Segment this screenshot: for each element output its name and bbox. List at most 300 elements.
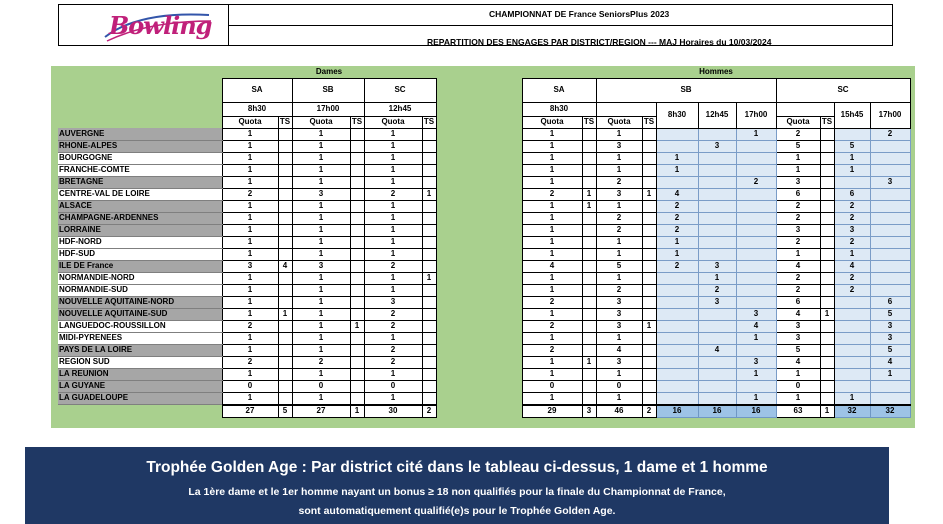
value-cell: 4 [776,308,820,320]
value-cell [642,392,656,405]
value-cell: 1 [698,272,736,284]
district-name: ALSACE [58,200,222,212]
value-cell: 1 [736,128,776,140]
value-cell [736,284,776,296]
value-cell [642,272,656,284]
value-cell: 5 [834,140,870,152]
document-subtitle: REPARTITION DES ENGAGES PAR DISTRICT/REGION --- MAJ Horaires du 10/03/2024 [427,37,772,47]
table-row [58,164,910,176]
total-cell: 16 [656,405,698,418]
value-cell [820,176,834,188]
value-cell: 1 [292,332,350,344]
banner-title: Trophée Golden Age : Par district cité dans le tableau ci-dessus, 1 dame et 1 homme [146,459,768,476]
ts-header: TS [821,117,833,126]
value-cell [350,332,364,344]
value-cell: 1 [364,392,422,405]
value-cell: 3 [776,332,820,344]
value-cell [698,332,736,344]
value-cell [870,200,910,212]
value-cell [642,308,656,320]
value-cell [642,200,656,212]
value-cell: 1 [222,296,278,308]
table-row [58,344,910,356]
value-cell [350,212,364,224]
value-cell [656,392,698,405]
value-cell: 1 [364,152,422,164]
value-cell [870,212,910,224]
time-header: 17h00 [870,102,910,128]
value-cell: 1 [364,236,422,248]
value-cell: 1 [522,284,582,296]
value-cell: 2 [222,356,278,368]
ts-header: TS [351,117,363,126]
value-cell [698,224,736,236]
value-cell: 1 [656,236,698,248]
value-cell: 1 [522,212,582,224]
value-cell: 1 [292,344,350,356]
value-cell: 1 [642,320,656,332]
value-cell [582,344,596,356]
table-row [58,212,910,224]
value-cell: 1 [222,284,278,296]
value-cell [870,272,910,284]
value-cell: 3 [364,296,422,308]
value-cell: 1 [222,368,278,380]
table-row [58,308,910,320]
document-header [58,4,893,46]
value-cell: 4 [834,260,870,272]
value-cell [278,344,292,356]
time-header: 17h00 [736,102,776,128]
value-cell [736,248,776,260]
value-cell: 1 [292,368,350,380]
value-cell [642,344,656,356]
value-cell: 1 [222,128,278,140]
value-cell: 1 [834,152,870,164]
total-cell: 27 [222,405,278,418]
time-header: 12h45 [698,102,736,128]
value-cell [870,260,910,272]
value-cell [350,188,364,200]
value-cell: 3 [596,140,642,152]
time-header: 15h45 [834,102,870,128]
value-cell: 1 [522,164,582,176]
value-cell: 4 [522,260,582,272]
table-row [58,392,910,405]
value-cell [656,272,698,284]
value-cell [350,284,364,296]
value-cell [656,380,698,392]
value-cell: 1 [222,236,278,248]
value-cell [698,212,736,224]
district-name: PAYS DE LA LOIRE [58,344,222,356]
value-cell: 1 [364,140,422,152]
value-cell [422,344,436,356]
value-cell: 2 [596,224,642,236]
value-cell: 3 [222,260,278,272]
value-cell: 3 [292,260,350,272]
value-cell [582,332,596,344]
value-cell: 1 [222,248,278,260]
value-cell [698,236,736,248]
engages-table-area [51,66,915,428]
value-cell [642,332,656,344]
value-cell: 1 [222,152,278,164]
hommes-sc-header: SC [776,78,910,102]
value-cell [422,128,436,140]
value-cell [422,320,436,332]
value-cell [422,284,436,296]
value-cell: 2 [736,176,776,188]
value-cell [820,152,834,164]
time-header: 12h45 [364,102,436,116]
hommes-sa-header: SA [522,78,596,102]
value-cell: 1 [292,200,350,212]
value-cell: 1 [522,200,582,212]
value-cell: 1 [596,272,642,284]
value-cell: 1 [522,152,582,164]
value-cell [350,308,364,320]
value-cell [642,224,656,236]
value-cell: 2 [870,128,910,140]
value-cell: 2 [656,260,698,272]
value-cell [698,128,736,140]
totals-row [58,405,910,418]
value-cell: 1 [364,176,422,188]
value-cell [834,128,870,140]
value-cell: 2 [364,356,422,368]
value-cell [698,368,736,380]
value-cell: 1 [364,248,422,260]
value-cell: 1 [642,188,656,200]
value-cell: 1 [222,344,278,356]
value-cell [278,332,292,344]
hommes-header: Hommes [522,66,910,78]
value-cell: 0 [364,380,422,392]
value-cell [698,320,736,332]
value-cell [278,164,292,176]
value-cell: 1 [222,308,278,320]
table-row [58,356,910,368]
table-row [58,248,910,260]
value-cell: 1 [422,188,436,200]
value-cell [278,272,292,284]
value-cell [698,188,736,200]
value-cell: 0 [596,380,642,392]
value-cell [582,140,596,152]
value-cell [736,380,776,392]
total-cell: 5 [278,405,292,418]
district-name: BRETAGNE [58,176,222,188]
value-cell [656,140,698,152]
total-cell: 2 [642,405,656,418]
ts-header: TS [643,117,655,126]
value-cell: 1 [776,152,820,164]
table-row [58,176,910,188]
value-cell [350,368,364,380]
value-cell: 1 [522,368,582,380]
value-cell: 2 [834,200,870,212]
district-name: NORMANDIE-SUD [58,284,222,296]
value-cell: 1 [522,248,582,260]
value-cell: 1 [222,212,278,224]
value-cell: 1 [292,296,350,308]
value-cell: 2 [834,236,870,248]
total-cell: 27 [292,405,350,418]
value-cell: 0 [776,380,820,392]
table-row [58,284,910,296]
district-name: LA REUNION [58,368,222,380]
value-cell [350,380,364,392]
value-cell [422,224,436,236]
value-cell: 3 [776,224,820,236]
time-header: 17h00 [292,102,364,116]
value-cell: 2 [522,296,582,308]
value-cell: 3 [736,308,776,320]
value-cell [350,200,364,212]
value-cell [698,152,736,164]
value-cell: 1 [222,200,278,212]
value-cell [820,272,834,284]
value-cell [350,392,364,405]
value-cell: 1 [736,368,776,380]
value-cell [278,176,292,188]
value-cell: 3 [596,296,642,308]
value-cell: 3 [870,332,910,344]
value-cell [698,308,736,320]
value-cell [278,140,292,152]
district-name: NOUVELLE AQUITAINE-NORD [58,296,222,308]
value-cell [350,272,364,284]
value-cell [350,140,364,152]
value-cell: 1 [776,164,820,176]
value-cell: 1 [522,128,582,140]
total-cell: 1 [350,405,364,418]
value-cell: 1 [522,140,582,152]
value-cell: 1 [656,248,698,260]
value-cell: 5 [870,308,910,320]
value-cell [278,188,292,200]
value-cell [350,296,364,308]
value-cell [422,212,436,224]
value-cell [656,356,698,368]
value-cell [820,296,834,308]
district-name: RHONE-ALPES [58,140,222,152]
value-cell [582,248,596,260]
value-cell: 1 [222,272,278,284]
value-cell: 6 [870,296,910,308]
district-name: REGION SUD [58,356,222,368]
value-cell: 2 [834,284,870,296]
value-cell: 1 [522,308,582,320]
value-cell [582,320,596,332]
value-cell: 2 [698,284,736,296]
value-cell [820,344,834,356]
value-cell [736,224,776,236]
value-cell: 3 [698,260,736,272]
district-name: BOURGOGNE [58,152,222,164]
value-cell: 2 [364,308,422,320]
value-cell: 2 [522,320,582,332]
value-cell: 2 [776,272,820,284]
value-cell [422,200,436,212]
value-cell [642,152,656,164]
value-cell: 1 [292,248,350,260]
value-cell [582,296,596,308]
value-cell [350,236,364,248]
district-name: AUVERGNE [58,128,222,140]
value-cell: 1 [656,152,698,164]
value-cell: 2 [364,320,422,332]
value-cell: 1 [776,248,820,260]
value-cell [834,296,870,308]
value-cell [642,212,656,224]
value-cell [582,212,596,224]
value-cell [870,236,910,248]
value-cell: 1 [596,128,642,140]
value-cell [422,260,436,272]
value-cell [698,248,736,260]
value-cell [834,356,870,368]
value-cell [278,380,292,392]
value-cell: 3 [292,188,350,200]
value-cell [582,164,596,176]
value-cell [656,344,698,356]
value-cell [582,392,596,405]
value-cell [422,176,436,188]
value-cell [642,176,656,188]
value-cell: 1 [522,224,582,236]
value-cell: 4 [596,344,642,356]
time-header: 8h30 [222,102,292,116]
value-cell: 1 [364,212,422,224]
value-cell: 2 [776,128,820,140]
value-cell: 2 [656,212,698,224]
value-cell [698,380,736,392]
value-cell: 1 [222,176,278,188]
value-cell: 2 [776,236,820,248]
value-cell [582,272,596,284]
value-cell: 1 [522,176,582,188]
quota-header: Quota [292,116,350,128]
value-cell [582,128,596,140]
value-cell [278,236,292,248]
value-cell: 1 [596,164,642,176]
value-cell [736,140,776,152]
engages-table [58,66,911,418]
value-cell [736,344,776,356]
dames-sb-header: SB [292,78,364,102]
total-cell: 30 [364,405,422,418]
value-cell: 1 [292,128,350,140]
value-cell: 5 [870,344,910,356]
value-cell: 1 [364,368,422,380]
value-cell [642,236,656,248]
value-cell: 2 [222,320,278,332]
value-cell: 2 [656,224,698,236]
value-cell: 1 [222,332,278,344]
value-cell [582,368,596,380]
value-cell [642,380,656,392]
value-cell [736,236,776,248]
value-cell: 5 [776,344,820,356]
value-cell [350,344,364,356]
value-cell [698,164,736,176]
value-cell [642,260,656,272]
value-cell: 1 [292,164,350,176]
value-cell [422,152,436,164]
total-cell: 2 [422,405,436,418]
value-cell: 1 [820,308,834,320]
value-cell [278,248,292,260]
value-cell [642,356,656,368]
value-cell [820,188,834,200]
banner-line-2: sont automatiquement qualifié(e)s pour le Trophée Golden Age. [298,505,616,517]
value-cell [820,332,834,344]
table-row [58,320,910,332]
table-row [58,152,910,164]
value-cell: 1 [222,392,278,405]
value-cell [820,392,834,405]
golden-age-banner [25,447,889,524]
value-cell: 2 [834,212,870,224]
value-cell: 4 [776,260,820,272]
table-row [58,260,910,272]
total-cell: 32 [834,405,870,418]
value-cell: 2 [834,272,870,284]
value-cell: 1 [596,200,642,212]
district-name: LORRAINE [58,224,222,236]
value-cell [278,356,292,368]
value-cell [698,392,736,405]
value-cell: 1 [776,392,820,405]
district-name: ILE DE France [58,260,222,272]
value-cell [656,320,698,332]
value-cell [820,248,834,260]
logo-text: Bowling [109,11,212,40]
value-cell: 3 [736,356,776,368]
value-cell [834,368,870,380]
district-name: HDF-NORD [58,236,222,248]
ts-header: TS [423,117,435,126]
value-cell [870,380,910,392]
value-cell [350,356,364,368]
value-cell [278,392,292,405]
district-name: HDF-SUD [58,248,222,260]
quota-header: Quota [776,116,820,128]
value-cell [834,332,870,344]
value-cell [820,380,834,392]
quota-header: Quota [596,116,642,128]
value-cell: 1 [422,272,436,284]
value-cell [582,260,596,272]
value-cell [698,200,736,212]
table-row [58,368,910,380]
value-cell: 3 [596,356,642,368]
value-cell [820,284,834,296]
value-cell: 3 [596,188,642,200]
value-cell [278,368,292,380]
value-cell: 1 [364,128,422,140]
value-cell: 1 [834,248,870,260]
value-cell [736,152,776,164]
value-cell [350,128,364,140]
time-header: 8h30 [522,102,596,116]
value-cell [642,284,656,296]
value-cell [870,248,910,260]
value-cell [582,152,596,164]
value-cell: 1 [292,224,350,236]
